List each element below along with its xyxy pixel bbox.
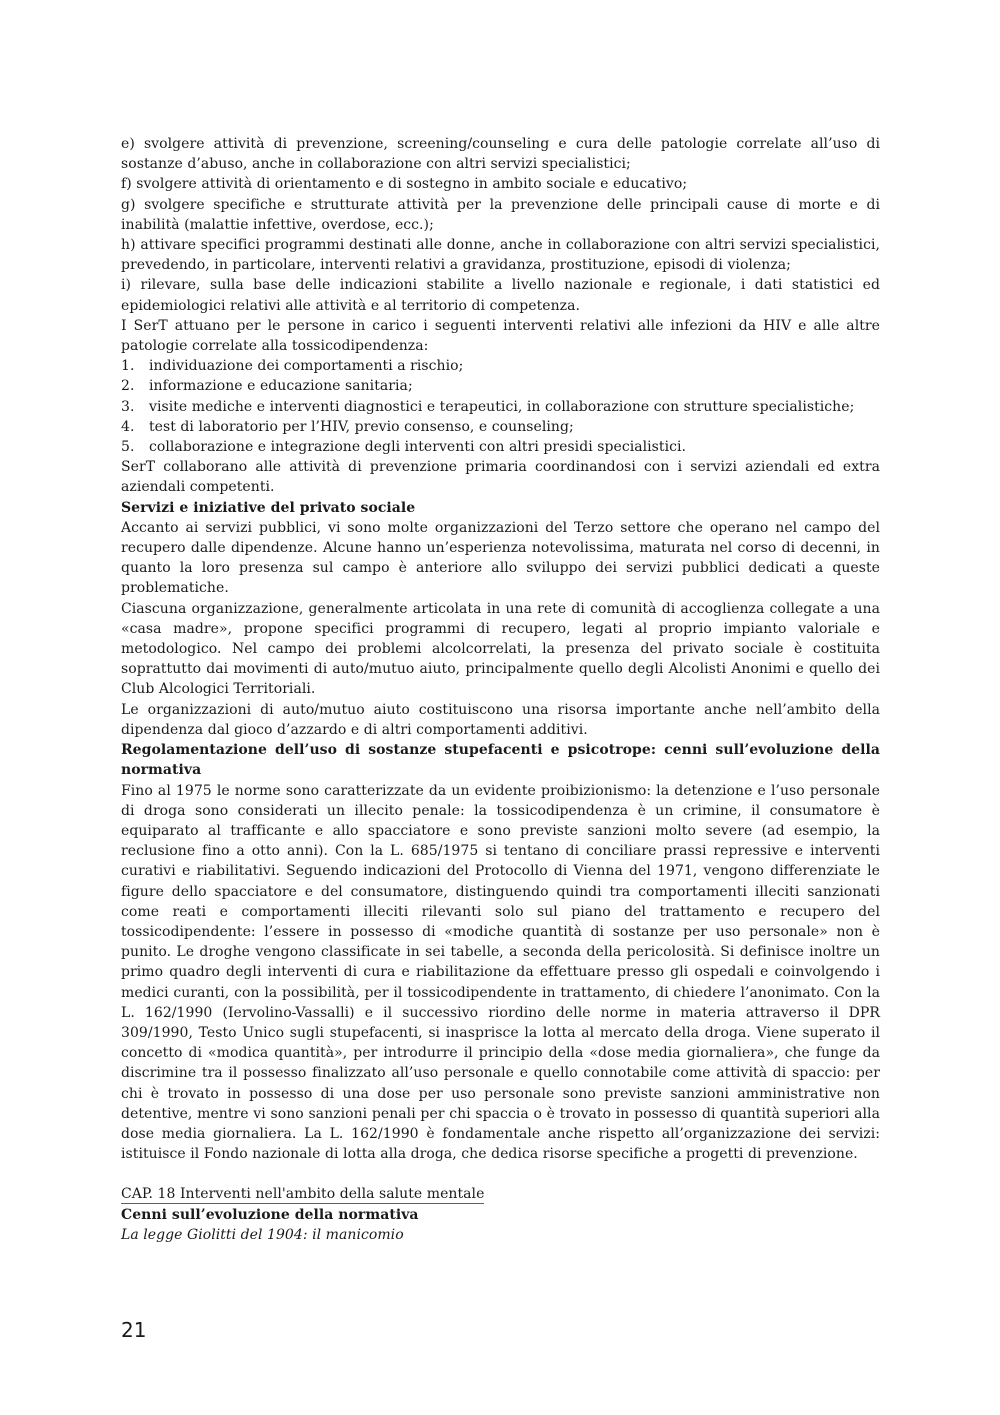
paragraph-h: h) attivare specifici programmi destinati alle donne, anche in collaborazione con altri servizi specialistici, prevedendo, in particolare, interventi relativi a gravidanza, prostituzione, episodi di violenza; [121, 237, 880, 274]
paragraph: Ciascuna organizzazione, generalmente articolata in una rete di comunità di accoglienza collegate a una «casa madre», propone specifici programmi di recupero, legati al proprio impianto valoriale e metodologico. Nel campo dei problemi alcolcorrelati, la presenza del privato sociale è costituita soprattutto dai movimenti di auto/mutuo aiuto, principalmente quello degli Alcolisti Anonimi e quello dei Club Alcologici Territoriali. [121, 600, 880, 698]
list-item [121, 376, 880, 396]
chapter-subheading: La legge Giolitti del 1904: il manicomio [121, 1226, 404, 1243]
list-number: 5. [121, 439, 135, 456]
list-text: informazione e educazione sanitaria; [149, 378, 413, 395]
section-heading-regulation: Regolamentazione dell’uso di sostanze stupefacenti e psicotrope: cenni sull’evoluzione della normativa [121, 742, 880, 779]
chapter-heading: Cenni sull’evoluzione della normativa [121, 1206, 419, 1223]
chapter-link-line [121, 1184, 880, 1204]
list-item [121, 417, 880, 437]
section-heading-private-social: Servizi e iniziative del privato sociale [121, 499, 416, 516]
paragraph-sert-hiv: I SerT attuano per le persone in carico i seguenti interventi relativi alle infezioni da HIV e alle altre patologie correlate alla tossicodipendenza: [121, 317, 880, 355]
paragraph-sert-prevention: SerT collaborano alle attività di prevenzione primaria coordinandosi con i servizi aziendali ed extra aziendali competenti. [121, 459, 880, 496]
paragraph-f: f) svolgere attività di orientamento e di sostegno in ambito sociale e educativo; [121, 176, 688, 193]
list-item [121, 397, 880, 417]
paragraph: Fino al 1975 le norme sono caratterizzate da un evidente proibizionismo: la detenzione e l’uso personale di droga sono considerati un illecito penale: la tossicodipendenza è un crimine, il consumatore è equiparato al trafficante e allo spacciatore e sono previste sanzioni molto severe (ad esempio, la reclusione fino a otto anni). Con la L. 685/1975 si tentano di conciliare prassi repressive e interventi curativi e riabilitativi. Seguendo indicazioni del Protocollo di Vienna del 1971, vengono differenziate le figure dello spacciatore e del consumatore, distinguendo quindi tra comportamenti illeciti sanzionati come reati e comportamenti illeciti rilevanti solo sul piano del trattamento e recupero del tossicodipendente: l’essere in possesso di «modiche quantità di sostanze per uso personale» non è punito. Le droghe vengono classificate in sei tabelle, a seconda della pericolosità. Si definisce inoltre un primo quadro degli interventi di cura e riabilitazione da effettuare presso gli ospedali e coinvolgendo i medici curanti, con la possibilità, per il tossicodipendente in trattamento, di chiedere l’anonimato. Con la L. 162/1990 (Iervolino-Vassalli) e il successivo riordino delle norme in materia attraverso il DPR 309/1990, Testo Unico sugli stupefacenti, si inasprisce la lotta al mercato della droga. Viene superato il concetto di «modica quantità», per introdurre il principio della «dose media giornaliera», che funge da discrimine tra il possesso finalizzato all’uso personale e quello connotabile come attività di spaccio: per chi è trovato in possesso di una dose per uso personale sono previste sanzioni amministrative non detentive, mentre vi sono sanzioni penali per chi spaccia o è trovato in possesso di quantità superiori alla dose media giornaliera. La L. 162/1990 è fondamentale anche rispetto all’organizzazione dei servizi: istituisce il Fondo nazionale di lotta alla droga, che dedica risorse specifiche a progetti di prevenzione. [121, 782, 880, 1163]
list-item [121, 437, 880, 457]
paragraph-g: g) svolgere specifiche e strutturate attività per la prevenzione delle principali cause di morte e di inabilità (malattie infettive, overdose, ecc.); [121, 196, 880, 233]
list-text: individuazione dei comportamenti a rischio; [149, 358, 464, 375]
paragraph-e: e) svolgere attività di prevenzione, screening/counseling e cura delle patologie correlate all’uso di sostanze d’abuso, anche in collaborazione con altri servizi specialistici; [121, 136, 880, 173]
page-content [121, 134, 880, 1245]
list-item [121, 356, 880, 376]
list-number: 1. [121, 358, 135, 375]
numbered-list [121, 356, 880, 457]
list-text: collaborazione e integrazione degli interventi con altri presidi specialistici. [149, 439, 687, 456]
list-number: 4. [121, 418, 135, 435]
list-text: visite mediche e interventi diagnostici e terapeutici, in collaborazione con strutture specialistiche; [149, 398, 855, 415]
paragraph-i: i) rilevare, sulla base delle indicazioni stabilite a livello nazionale e regionale, i dati statistici ed epidemiologici relativi alle attività e al territorio di competenza. [121, 277, 880, 314]
list-number: 2. [121, 378, 135, 395]
paragraph: Le organizzazioni di auto/mutuo aiuto costituiscono una risorsa importante anche nell’ambito della dipendenza dal gioco d’azzardo e di altri comportamenti additivi. [121, 701, 880, 738]
chapter-link[interactable]: CAP. 18 Interventi nell'ambito della salute mentale [121, 1186, 485, 1203]
list-text: test di laboratorio per l’HIV, previo consenso, e counseling; [149, 418, 574, 435]
spacer [121, 1164, 880, 1184]
paragraph: Accanto ai servizi pubblici, vi sono molte organizzazioni del Terzo settore che operano nel campo del recupero dalle dipendenze. Alcune hanno un’esperienza notevolissima, maturata nel corso di decenni, in quanto la loro presenza sul campo è anteriore allo sviluppo dei servizi pubblici dedicati a queste problematiche. [121, 519, 880, 597]
list-number: 3. [121, 398, 135, 415]
page-number: 21 [121, 1318, 147, 1342]
